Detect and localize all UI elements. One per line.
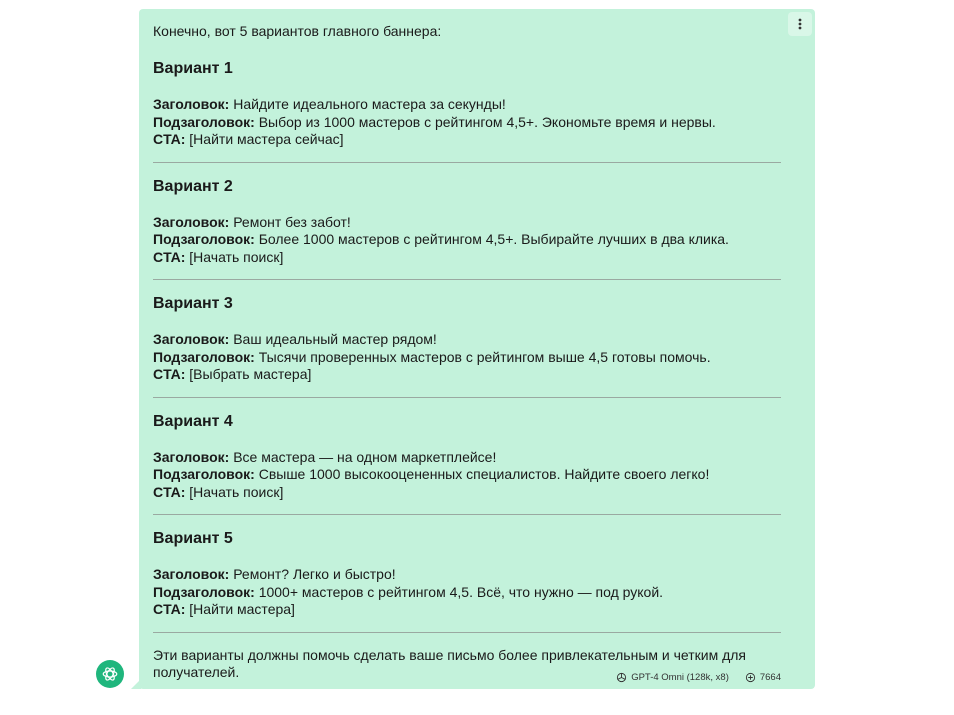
token-count-icon — [745, 672, 756, 683]
variant-cta-text: [Начать поиск] — [189, 248, 284, 265]
variant-subheadline — [153, 114, 781, 132]
variant-headline-text: Ремонт без забот! — [233, 213, 351, 230]
variant-headline-label: Заголовок: — [153, 566, 230, 582]
variant-title: Вариант 1 — [153, 60, 233, 77]
variant-block — [153, 59, 781, 163]
variant-headline — [153, 331, 781, 349]
variant-headline-text: Ваш идеальный мастер рядом! — [233, 331, 437, 347]
variant-cta-text: [Найти мастера] — [189, 601, 295, 617]
variant-subheadline-text: Более 1000 мастеров с рейтингом 4,5+. Выбирайте лучших в два клика. — [258, 231, 729, 247]
variant-headline-label: Заголовок: — [153, 213, 230, 230]
variant-title: Вариант 2 — [153, 177, 233, 195]
variant-cta — [153, 484, 781, 502]
variant-cta-text: [Начать поиск] — [189, 483, 284, 500]
openai-logo-icon — [101, 665, 119, 683]
variant-headline-text: Все мастера — на одном маркетплейсе! — [233, 448, 497, 465]
more-vertical-icon — [794, 17, 806, 31]
variant-headline-text: Найдите идеального мастера за секунды! — [233, 96, 506, 112]
variant-subheadline-label: Подзаголовок: — [153, 231, 255, 247]
variant-headline-text: Ремонт? Легко и быстро! — [233, 566, 396, 582]
variant-subheadline-label: Подзаголовок: — [153, 113, 255, 130]
token-count: 7664 — [759, 672, 781, 683]
variant-subheadline — [153, 584, 781, 602]
variant-subheadline-text: Свыше 1000 высокооцененных специалистов. Найдите своего легко! — [258, 466, 710, 482]
message-menu-button[interactable] — [788, 12, 812, 36]
variant-subheadline — [153, 231, 781, 249]
variant-headline-label: Заголовок: — [153, 448, 230, 465]
variant-subheadline-text: 1000+ мастеров с рейтингом 4,5. Всё, что нужно — под рукой. — [258, 583, 664, 600]
variant-headline-label: Заголовок: — [153, 331, 230, 347]
variant-cta-label: CTA: — [153, 601, 186, 617]
variant-headline — [153, 214, 781, 232]
variant-title: Вариант 3 — [153, 295, 233, 312]
variant-headline-label: Заголовок: — [153, 96, 230, 112]
variant-cta — [153, 366, 781, 384]
variant-subheadline — [153, 466, 781, 484]
variant-headline — [153, 96, 781, 114]
variant-subheadline-label: Подзаголовок: — [153, 348, 255, 365]
variants-list — [153, 59, 781, 633]
message-outro: Эти варианты должны помочь сделать ваше письмо более привлекательным и четким для получателей. — [153, 646, 747, 680]
variant-title: Вариант 5 — [153, 530, 233, 547]
variant-subheadline-label: Подзаголовок: — [153, 583, 255, 600]
variant-block — [153, 177, 781, 281]
variant-cta — [153, 601, 781, 619]
assistant-message-bubble — [139, 9, 815, 689]
variant-block — [153, 294, 781, 398]
variant-cta — [153, 249, 781, 267]
variant-headline — [153, 449, 781, 467]
variant-cta-label: CTA: — [153, 366, 186, 382]
model-name: GPT-4 Omni (128k, x8) — [631, 672, 729, 683]
variant-subheadline-label: Подзаголовок: — [153, 466, 255, 482]
variant-subheadline-text: Тысячи проверенных мастеров с рейтингом выше 4,5 готовы помочь. — [258, 348, 711, 365]
variant-block — [153, 529, 781, 633]
variant-subheadline-text: Выбор из 1000 мастеров с рейтингом 4,5+. Экономьте время и нервы. — [258, 113, 716, 130]
variant-cta-label: CTA: — [153, 248, 186, 265]
assistant-avatar — [96, 660, 124, 688]
variant-cta-label: CTA: — [153, 131, 186, 147]
variant-headline — [153, 566, 781, 584]
variant-block — [153, 412, 781, 516]
variant-subheadline — [153, 349, 781, 367]
message-intro: Конечно, вот 5 вариантов главного баннера: — [153, 23, 442, 39]
variant-cta — [153, 131, 781, 149]
openai-logo-icon — [616, 672, 627, 683]
message-footer — [616, 672, 781, 683]
variant-cta-text: [Выбрать мастера] — [189, 366, 312, 382]
variant-cta-text: [Найти мастера сейчас] — [189, 131, 344, 147]
variant-title: Вариант 4 — [153, 412, 233, 430]
variant-cta-label: CTA: — [153, 483, 186, 500]
